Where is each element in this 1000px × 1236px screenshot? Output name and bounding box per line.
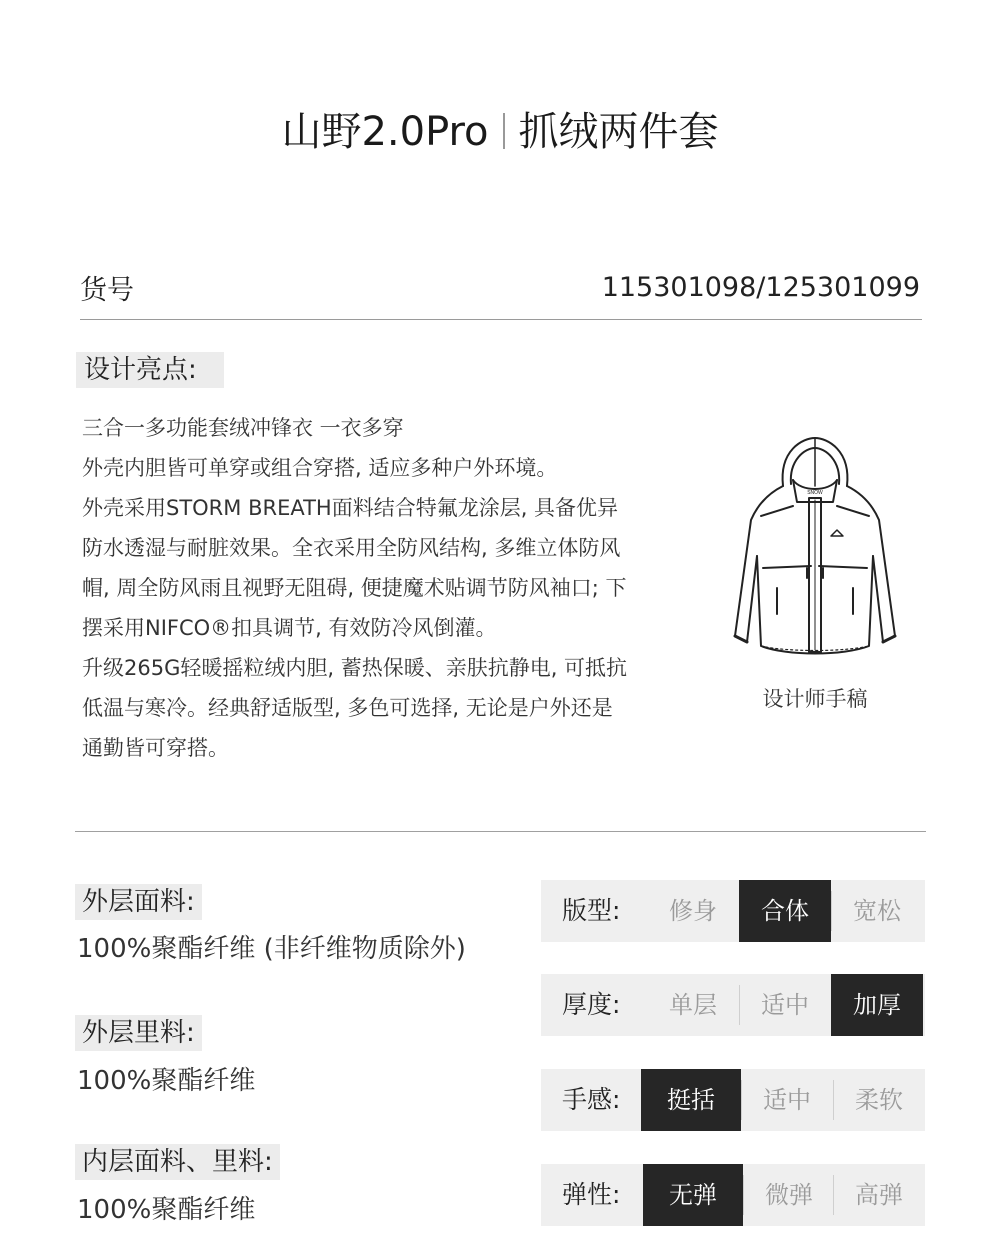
description-line: 低温与寒冷。经典舒适版型, 多色可选择, 无论是户外还是 [82, 696, 613, 720]
fit-option: 宽松 [853, 897, 901, 925]
thickness-scale [541, 974, 925, 1036]
hand-feel-scale [541, 1069, 925, 1131]
description-line: 外壳采用STORM BREATH面料结合特氟龙涂层, 具备优异 [82, 496, 619, 520]
description-line: 三合一多功能套绒冲锋衣 一衣多穿 [82, 416, 404, 440]
elasticity-label: 弹性: [562, 1180, 621, 1209]
page-title [0, 100, 1000, 157]
inner-fabric-tag: 内层面料、里料: [75, 1144, 280, 1180]
elasticity-option: 微弹 [765, 1181, 813, 1209]
sku-value: 115301098/125301099 [601, 272, 920, 303]
description-line: 防水透湿与耐脏效果。全衣采用全防风结构, 多维立体防风 [82, 536, 621, 560]
description-line: 摆采用NIFCO®扣具调节, 有效防冷风倒灌。 [82, 616, 497, 640]
thickness-label: 厚度: [562, 990, 621, 1019]
inner-fabric-value: 100%聚酯纤维 [77, 1195, 256, 1225]
outer-fabric-tag: 外层面料: [75, 884, 202, 920]
divider [75, 831, 926, 832]
jacket-sketch [727, 436, 903, 666]
fit-scale [541, 880, 925, 942]
sketch-logo: SNOW [807, 490, 823, 496]
description-line: 帽, 周全防风雨且视野无阻碍, 便捷魔术贴调节防风袖口; 下 [82, 576, 627, 600]
sku-label: 货号 [80, 275, 134, 306]
thickness-option: 单层 [669, 991, 717, 1019]
hand-feel-option: 适中 [763, 1086, 811, 1114]
thickness-option: 适中 [761, 991, 809, 1019]
divider [80, 319, 922, 320]
elasticity-scale [541, 1164, 925, 1226]
fit-option: 修身 [669, 897, 717, 925]
outer-lining-tag: 外层里料: [75, 1015, 202, 1051]
outer-lining-value: 100%聚酯纤维 [77, 1066, 256, 1096]
outer-fabric-value: 100%聚酯纤维 (非纤维物质除外) [77, 934, 466, 964]
fit-label: 版型: [562, 896, 621, 925]
product-type: 抓绒两件套 [518, 109, 719, 155]
sketch-caption: 设计师手稿 [762, 687, 868, 711]
design-description [82, 408, 694, 768]
hand-feel-option: 挺括 [641, 1069, 741, 1131]
elasticity-option: 高弹 [855, 1181, 903, 1209]
fit-option: 合体 [739, 880, 831, 942]
elasticity-option: 无弹 [643, 1164, 743, 1226]
title-separator [503, 113, 505, 149]
description-line: 外壳内胆皆可单穿或组合穿搭, 适应多种户外环境。 [82, 456, 558, 480]
product-name: 山野2.0Pro [281, 109, 489, 155]
description-line: 通勤皆可穿搭。 [82, 736, 229, 760]
description-line: 升级265G轻暖摇粒绒内胆, 蓄热保暖、亲肤抗静电, 可抵抗 [82, 656, 628, 680]
hand-feel-label: 手感: [562, 1085, 621, 1114]
hand-feel-option: 柔软 [855, 1086, 903, 1114]
design-highlights-tag: 设计亮点: [76, 352, 224, 388]
thickness-option: 加厚 [831, 974, 923, 1036]
